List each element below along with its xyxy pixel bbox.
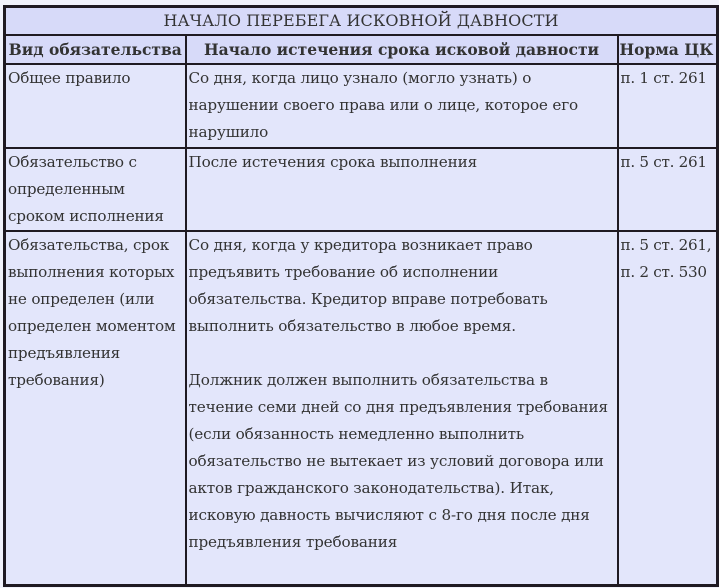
table-title-row	[5, 7, 718, 36]
obligation-type-cell: Общее правило	[5, 64, 186, 148]
table-title: НАЧАЛО ПЕРЕБЕГА ИСКОВНОЙ ДАВНОСТИ	[5, 7, 718, 36]
limitation-period-table	[3, 5, 719, 587]
table-header-row	[5, 35, 718, 64]
table-row	[5, 64, 718, 148]
civil-code-norm-cell: п. 5 ст. 261	[618, 148, 718, 231]
column-header-start: Начало истечения срока исковой давности	[186, 35, 618, 64]
civil-code-norm-cell: п. 1 ст. 261	[618, 64, 718, 148]
period-start-text: После истечения срока выполнения	[188, 153, 477, 171]
column-header-norm: Норма ЦК	[618, 35, 718, 64]
period-start-cell	[186, 231, 618, 586]
table-row	[5, 231, 718, 586]
period-start-text: Должник должен выполнить обязательства в течение семи дней со дня предъявления требования (если обязанность немедленно выполнить обязательство не вытекает из условий договора или актов гражданского законодательства). Итак, исковую давность вычисляют с 8-го дня после дня предъявления требования	[188, 371, 608, 551]
period-start-text: Со дня, когда лицо узнало (могло узнать) о нарушении своего права или о лице, которое его нарушило	[188, 69, 579, 141]
table-row	[5, 148, 718, 231]
period-start-text: Со дня, когда у кредитора возникает право предъявить требование об исполнении обязательства. Кредитор вправе потребовать выполнить обязательство в любое время.	[188, 236, 548, 335]
obligation-type-cell: Обязательство с определенным сроком исполнения	[5, 148, 186, 231]
civil-code-norm-cell: п. 5 ст. 261, п. 2 ст. 530	[618, 231, 718, 586]
column-header-type: Вид обязательства	[5, 35, 186, 64]
period-start-cell	[186, 64, 618, 148]
obligation-type-cell: Обязательства, срок выполнения которых не определен (или определен моментом предъявления требования)	[5, 231, 186, 586]
period-start-cell	[186, 148, 618, 231]
